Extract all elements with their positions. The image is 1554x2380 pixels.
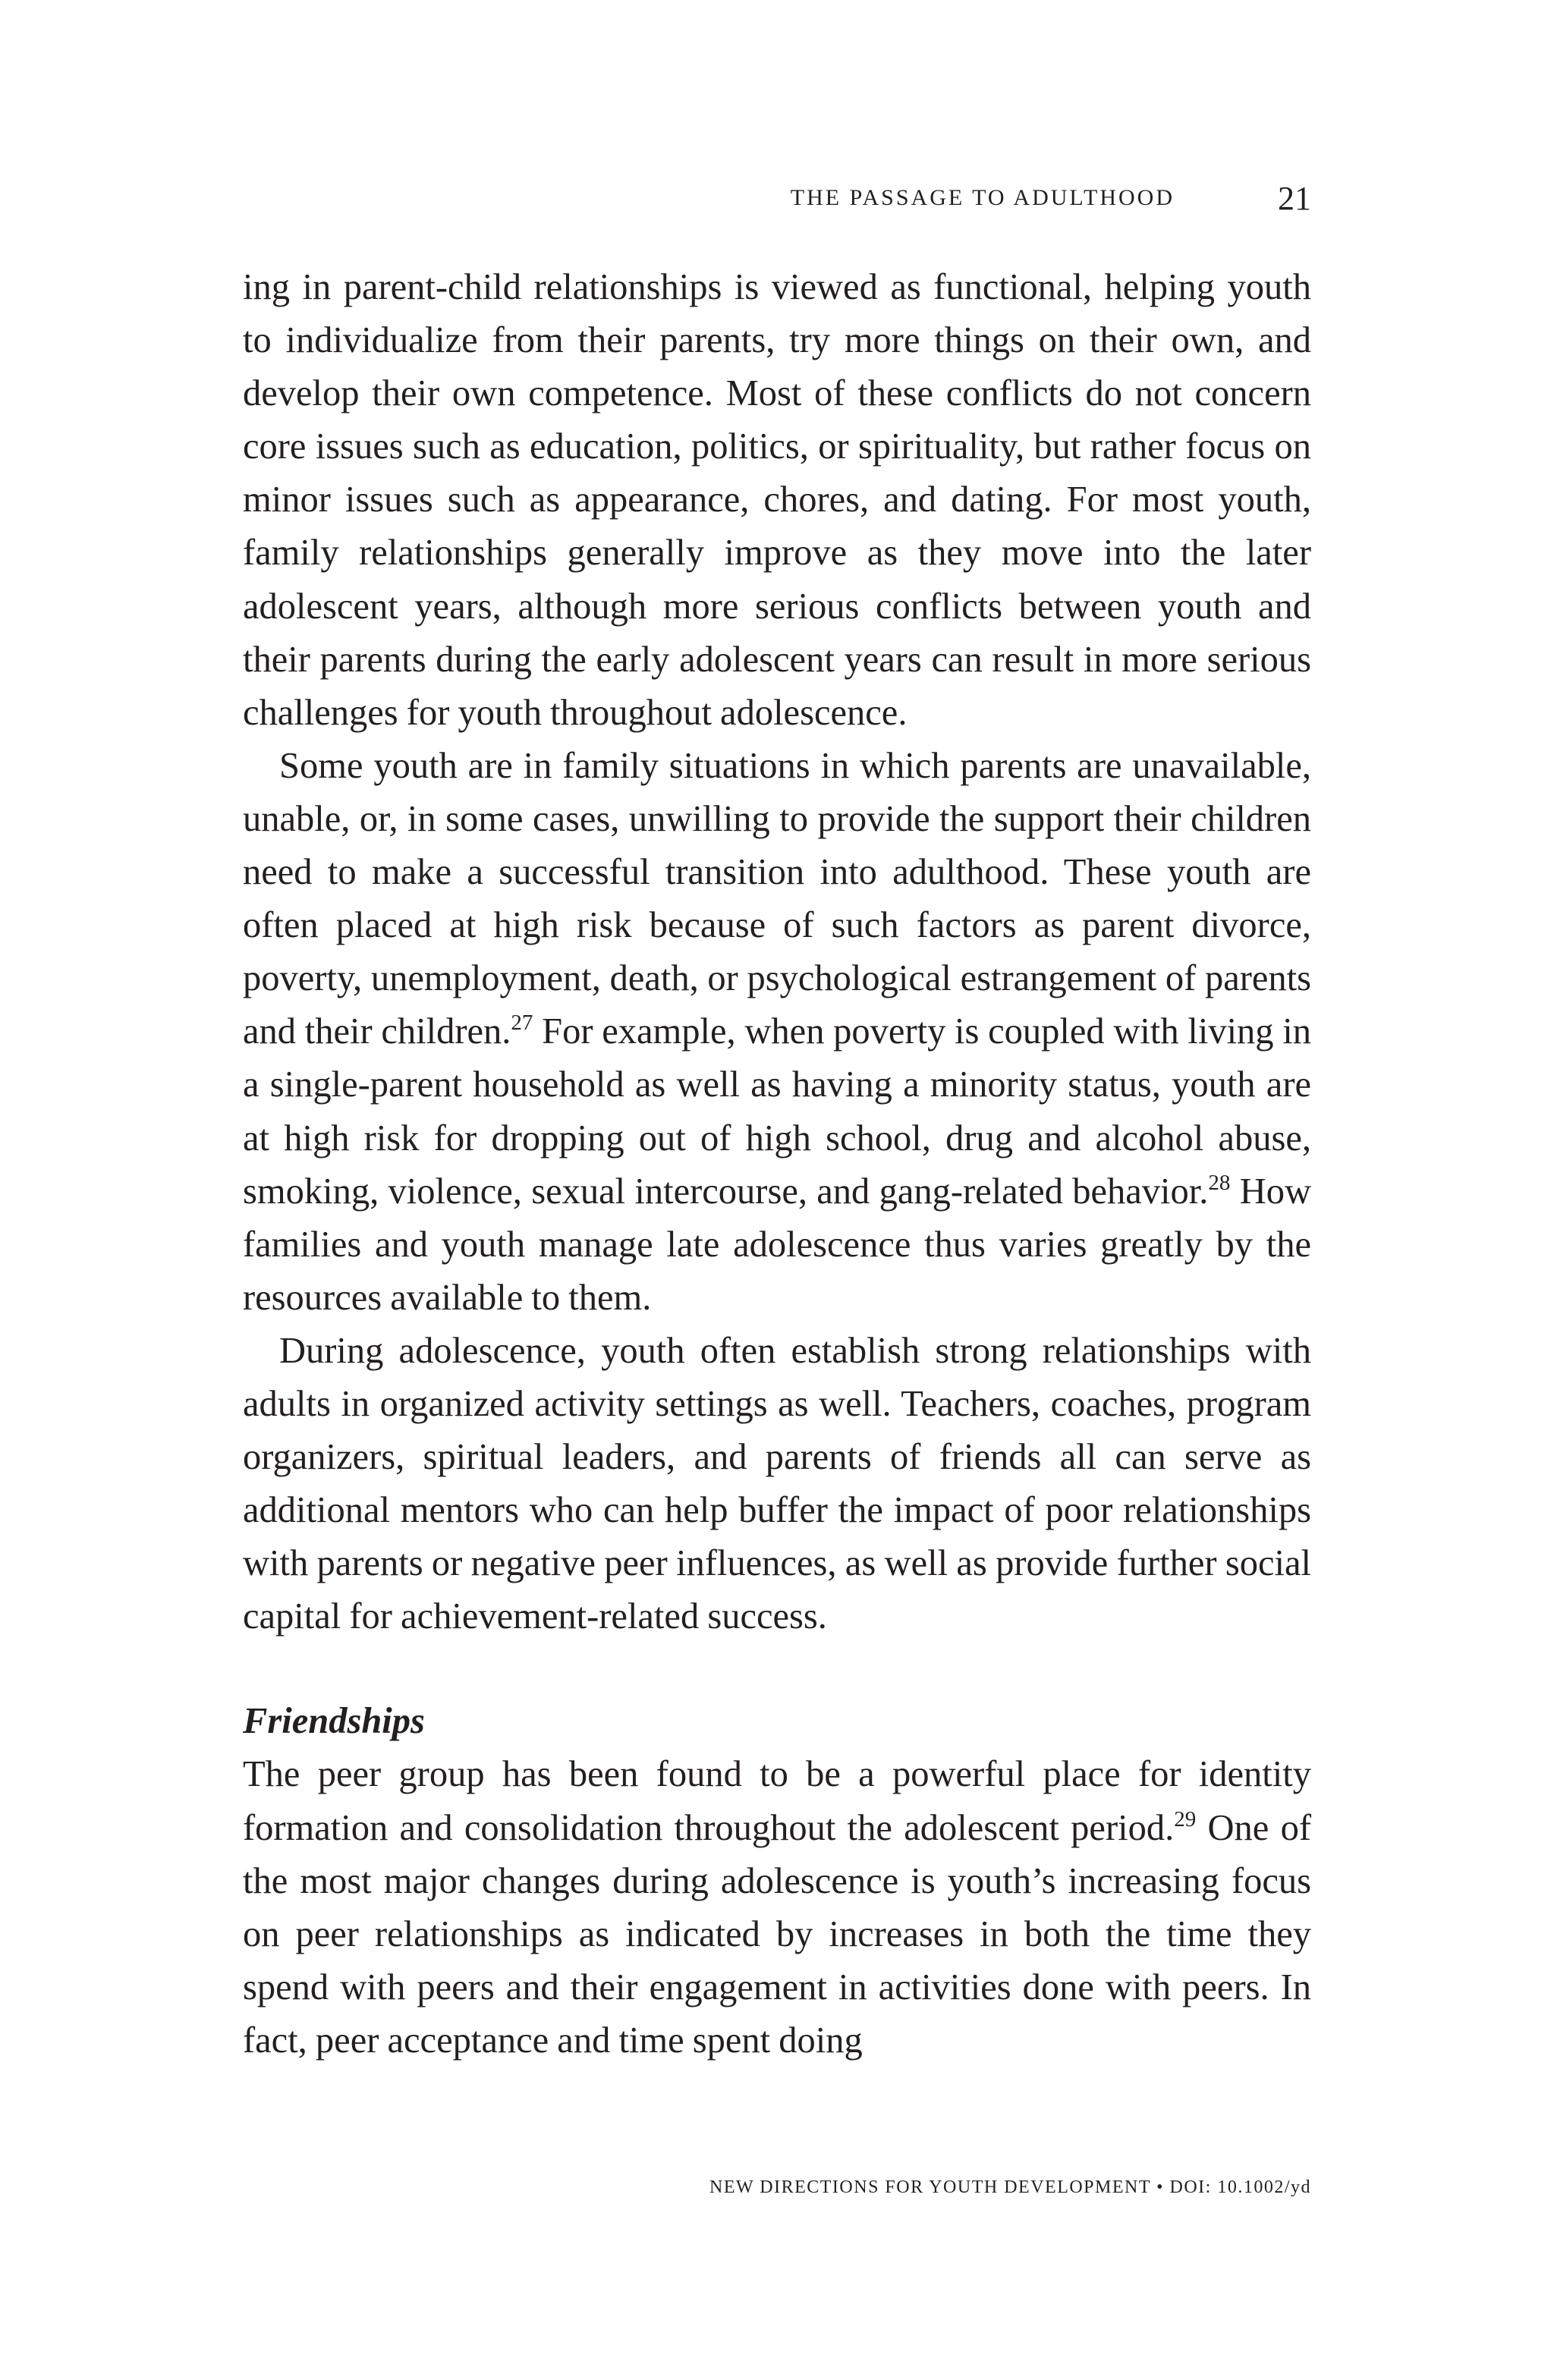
running-title: THE PASSAGE TO ADULTHOOD — [790, 185, 1175, 210]
paragraph — [243, 1325, 1311, 1644]
paragraph-text: Some youth are in family situations in which parents are unavailable, unable, or, in some cases, unwilling to provide the support their children need to make a successful transition into adulthood. These youth are often placed at high risk because of such factors as parent divorce, poverty, unemployment, death, or psychological estrangement of parents and their children. — [243, 745, 1311, 1052]
paragraph — [243, 261, 1311, 740]
paragraph — [243, 740, 1311, 1325]
page-footer — [709, 2177, 1311, 2198]
paragraph-text: ing in parent-child relationships is viewed as functional, helping youth to individualize from their parents, try more things on their own, and develop their own competence. Most of these conflicts do not concern core issues such as education, politics, or spirituality, but rather focus on minor issues such as appearance, chores, and dating. For most youth, family relationships generally improve as they move into the later adolescent years, although more serious conflicts between youth and their parents during the early adolescent years can result in more serious challenges for youth throughout adolescence. — [243, 267, 1311, 733]
body-text — [243, 261, 1311, 2067]
journal-name: NEW DIRECTIONS FOR YOUTH DEVELOPMENT — [709, 2177, 1151, 2197]
running-head — [243, 179, 1311, 225]
paragraph-text: The peer group has been found to be a powerful place for identity formation and consolidation throughout the adolescent period. — [243, 1754, 1311, 1848]
page-number: 21 — [1278, 180, 1311, 217]
paragraph — [243, 1748, 1311, 2067]
section-heading: Friendships — [243, 1701, 425, 1742]
paragraph-text: For example, when poverty is coupled with living in a single-parent household as well as having a minority status, youth are at high risk for dropping out of high school, drug and alcohol abuse, smoking, violence, sexual intercourse, and gang-related behavior. — [243, 1011, 1311, 1212]
footnote-reference: 28 — [1208, 1170, 1231, 1195]
paragraph-text: One of the most major changes during adolescence is youth’s increasing focus on peer relationships as indicated by increases in both the time they spend with peers and their engagement in activities done with peers. In fact, peer acceptance and time spent doing — [243, 1807, 1311, 2061]
paragraph-text: How families and youth manage late adolescence thus varies greatly by the resources available to them. — [243, 1171, 1311, 1318]
doi: DOI: 10.1002/yd — [1169, 2177, 1311, 2197]
footnote-reference: 29 — [1174, 1806, 1197, 1831]
footnote-reference: 27 — [511, 1011, 533, 1036]
footer-separator: • — [1150, 2177, 1170, 2197]
paragraph-text: During adolescence, youth often establish strong relationships with adults in organized activity settings as well. Teachers, coaches, program organizers, spiritual leaders, and parents of friends all can serve as additional mentors who can help buffer the impact of poor relationships with parents or negative peer influences, as well as provide further social capital for achievement-related success. — [243, 1330, 1311, 1637]
